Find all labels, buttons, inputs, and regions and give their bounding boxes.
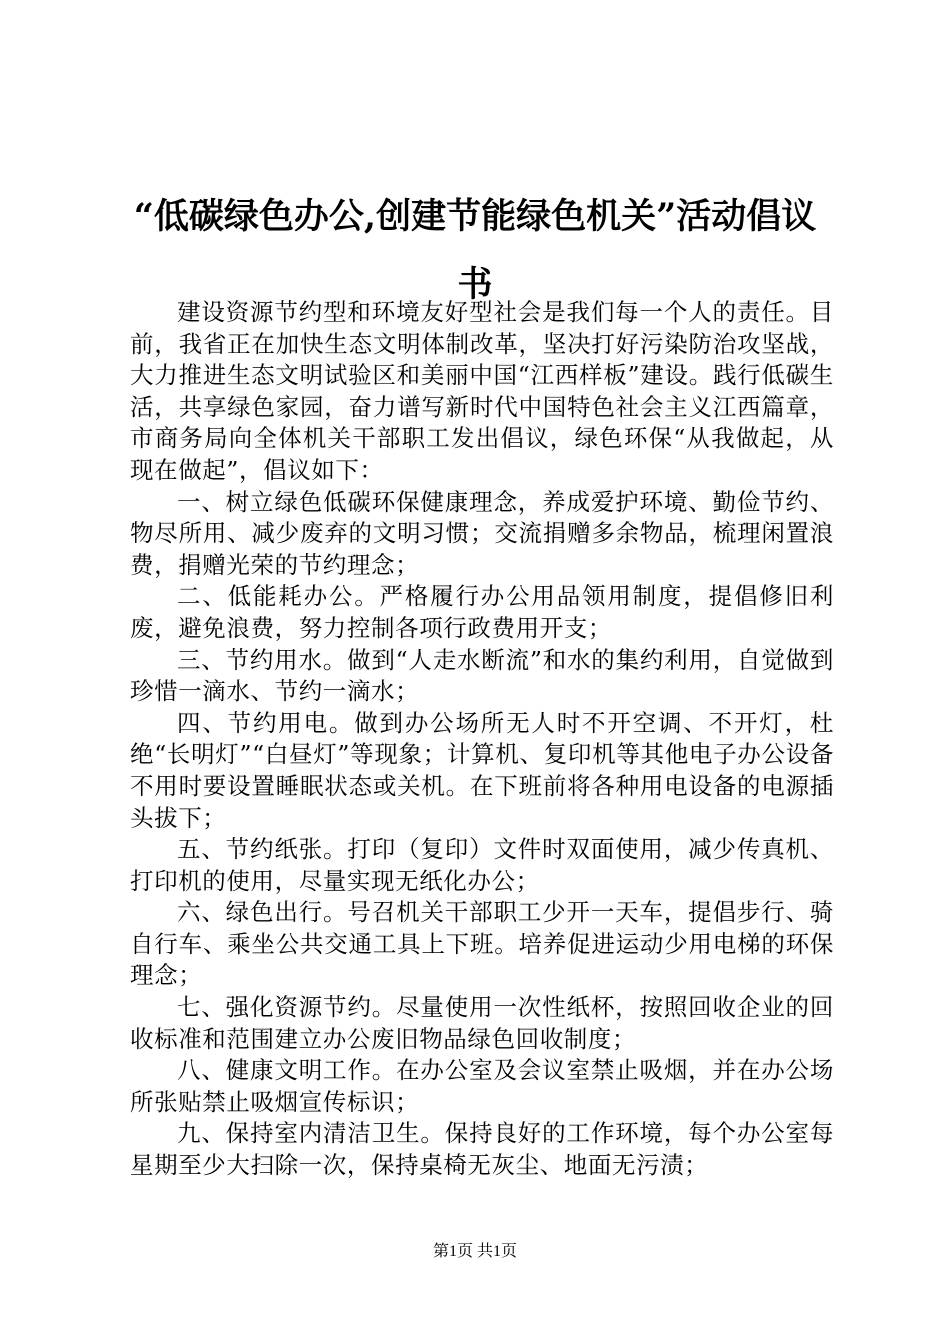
paragraph-item-7: 七、强化资源节约。尽量使用一次性纸杯，按照回收企业的回收标准和范围建立办公废旧物品绿色回收制度； — [130, 993, 834, 1053]
paragraph-item-8: 八、健康文明工作。在办公室及会议室禁止吸烟，并在办公场所张贴禁止吸烟宣传标识； — [130, 1056, 834, 1116]
paragraph-item-1: 一、树立绿色低碳环保健康理念，养成爱护环境、勤俭节约、物尽所用、减少废弃的文明习惯；交流捐赠多余物品，梳理闲置浪费，捐赠光荣的节约理念； — [130, 487, 834, 579]
document-title: “低碳绿色办公,创建节能绿色机关”活动倡议书 — [133, 196, 817, 305]
paragraph-item-4: 四、节约用电。做到办公场所无人时不开空调、不开灯，杜绝“长明灯”“白昼灯”等现象；计算机、复印机等其他电子办公设备不用时要设置睡眠状态或关机。在下班前将各种用电设备的电源插头拔下； — [130, 708, 834, 832]
paragraph-item-3: 三、节约用水。做到“人走水断流”和水的集约利用，自觉做到珍惜一滴水、节约一滴水； — [130, 645, 834, 706]
document-body — [130, 297, 834, 1182]
paragraph-item-2: 二、低能耗办公。严格履行办公用品领用制度，提倡修旧利废，避免浪费，努力控制各项行政费用开支； — [130, 582, 834, 642]
paragraph-item-5: 五、节约纸张。打印（复印）文件时双面使用，减少传真机、打印机的使用，尽量实现无纸化办公； — [130, 835, 834, 895]
paragraph-item-6: 六、绿色出行。号召机关干部职工少开一天车，提倡步行、骑自行车、乘坐公共交通工具上下班。培养促进运动少用电梯的环保理念； — [130, 898, 834, 990]
paragraph-intro: 建设资源节约型和环境友好型社会是我们每一个人的责任。目前，我省正在加快生态文明体制改革，坚决打好污染防治攻坚战，大力推进生态文明试验区和美丽中国“江西样板”建设。践行低碳生活，共享绿色家园，奋力谱写新时代中国特色社会主义江西篇章，市商务局向全体机关干部职工发出倡议，绿色环保“从我做起，从现在做起”，倡议如下： — [130, 298, 834, 484]
paragraph-item-9: 九、保持室内清洁卫生。保持良好的工作环境，每个办公室每星期至少大扫除一次，保持桌椅无灰尘、地面无污渍； — [130, 1119, 834, 1180]
page-footer: 第1页 共1页 — [432, 1243, 517, 1260]
